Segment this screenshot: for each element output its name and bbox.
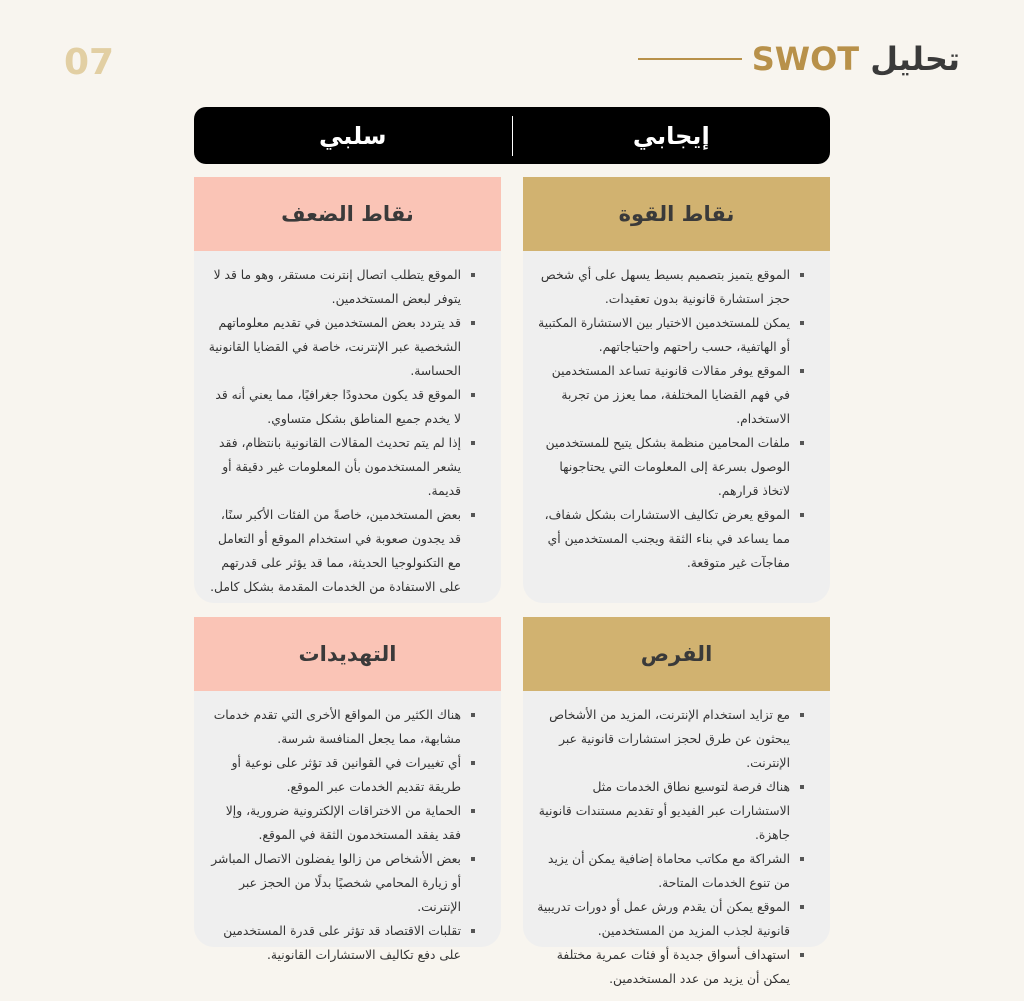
header-divider [512,116,513,156]
threats-card [194,617,501,962]
header-bar [194,107,830,164]
list-item: الموقع يمكن أن يقدم ورش عمل أو دورات تدريبية قانونية لجذب المزيد من المستخدمين. [537,895,804,943]
header-positive: إيجابي [632,121,710,150]
list-item: بعض المستخدمين، خاصةً من الفئات الأكبر سنًا، قد يجدون صعوبة في استخدام الموقع أو التعامل مع التكنولوجيا الحديثة، مما قد يؤثر على قدرتهم على الاستفادة من الخدمات المقدمة بشكل كامل. [208,503,475,599]
list-item: ملفات المحامين منظمة بشكل يتيح للمستخدمين الوصول بسرعة إلى المعلومات التي يحتاجونها لاتخاذ قرارهم. [537,431,804,503]
list-item: هناك الكثير من المواقع الأخرى التي تقدم خدمات مشابهة، مما يجعل المنافسة شرسة. [208,703,475,751]
page-title [752,40,960,78]
header-negative: سلبي [319,121,387,150]
strengths-title: نقاط القوة [523,177,830,251]
title-block [638,40,960,78]
opportunities-title: الفرص [523,617,830,691]
opportunities-list [523,691,830,1001]
weaknesses-title: نقاط الضعف [194,177,501,251]
page-number: 07 [64,42,115,83]
weaknesses-list [194,251,501,609]
list-item: هناك فرصة لتوسيع نطاق الخدمات مثل الاستشارات عبر الفيديو أو تقديم مستندات قانونية جاهزة. [537,775,804,847]
list-item: الشراكة مع مكاتب محاماة إضافية يمكن أن يزيد من تنوع الخدمات المتاحة. [537,847,804,895]
strengths-card [523,177,830,603]
list-item: أي تغييرات في القوانين قد تؤثر على نوعية أو طريقة تقديم الخدمات عبر الموقع. [208,751,475,799]
list-item: الحماية من الاختراقات الإلكترونية ضرورية، وإلا فقد يفقد المستخدمون الثقة في الموقع. [208,799,475,847]
opportunities-card [523,617,830,986]
list-item: يمكن للمستخدمين الاختيار بين الاستشارة المكتبية أو الهاتفية، حسب راحتهم واحتياجاتهم. [537,311,804,359]
title-main: تحليل [870,40,960,78]
list-item: الموقع قد يكون محدودًا جغرافيًا، مما يعني أنه قد لا يخدم جميع المناطق بشكل متساوي. [208,383,475,431]
list-item: الموقع يتميز بتصميم بسيط يسهل على أي شخص حجز استشارة قانونية بدون تعقيدات. [537,263,804,311]
list-item: استهداف أسواق جديدة أو فئات عمرية مختلفة يمكن أن يزيد من عدد المستخدمين. [537,943,804,991]
title-underline [638,58,742,60]
list-item: الموقع يعرض تكاليف الاستشارات بشكل شفاف، مما يساعد في بناء الثقة ويجنب المستخدمين أي مفاجآت غير متوقعة. [537,503,804,575]
title-accent: SWOT [751,40,860,78]
list-item: بعض الأشخاص من زالوا يفضلون الاتصال المباشر أو زيارة المحامي شخصيًا بدلًا من الحجز عبر الإنترنت. [208,847,475,919]
list-item: إذا لم يتم تحديث المقالات القانونية بانتظام، فقد يشعر المستخدمون بأن المعلومات غير دقيقة أو قديمة. [208,431,475,503]
list-item: تقلبات الاقتصاد قد تؤثر على قدرة المستخدمين على دفع تكاليف الاستشارات القانونية. [208,919,475,967]
threats-title: التهديدات [194,617,501,691]
threats-list [194,691,501,977]
weaknesses-card [194,177,501,603]
list-item: الموقع يوفر مقالات قانونية تساعد المستخدمين في فهم القضايا المختلفة، مما يعزز من تجربة الاستخدام. [537,359,804,431]
list-item: الموقع يتطلب اتصال إنترنت مستقر، وهو ما قد لا يتوفر لبعض المستخدمين. [208,263,475,311]
list-item: قد يتردد بعض المستخدمين في تقديم معلوماتهم الشخصية عبر الإنترنت، خاصة في القضايا القانونية الحساسة. [208,311,475,383]
strengths-list [523,251,830,585]
list-item: مع تزايد استخدام الإنترنت، المزيد من الأشخاص يبحثون عن طرق لحجز استشارات قانونية عبر الإنترنت. [537,703,804,775]
